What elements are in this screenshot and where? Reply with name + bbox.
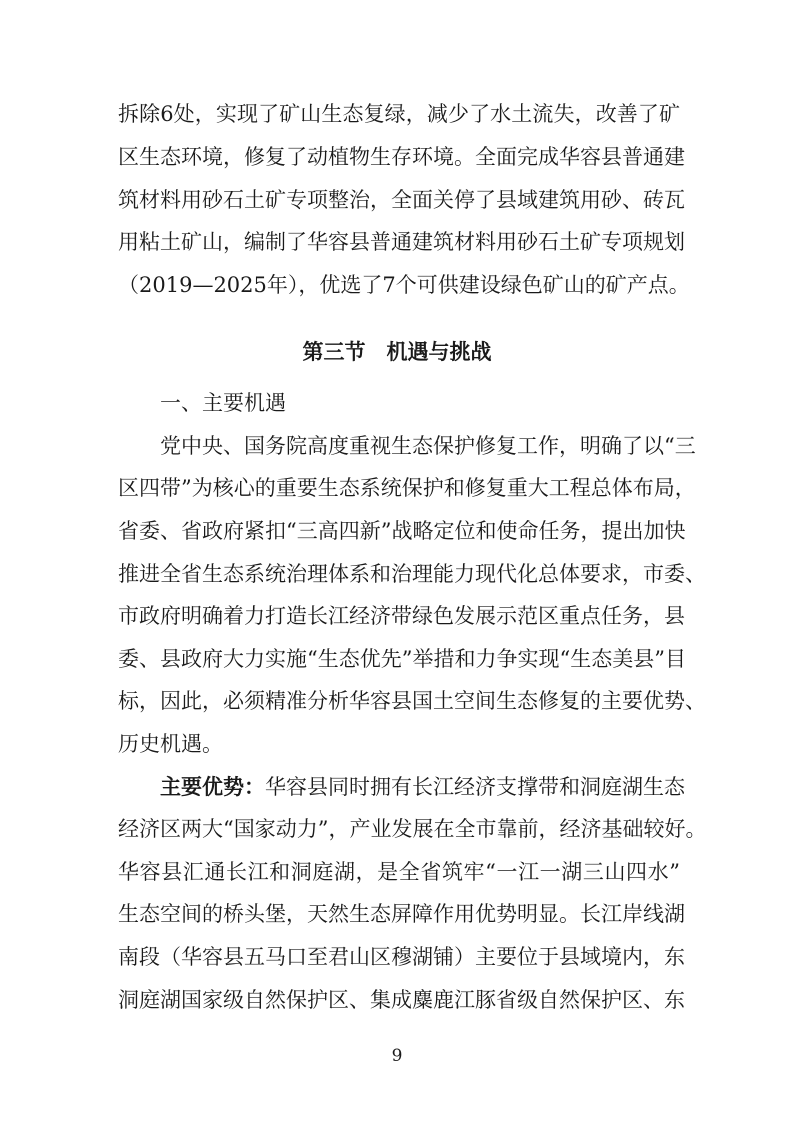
bold-label: 主要优势： xyxy=(160,775,265,799)
text-line: 经济区两大“国家动力”，产业发展在全市靠前，经济基础较好。 xyxy=(118,817,707,841)
section-heading: 第三节 机遇与挑战 xyxy=(302,340,492,364)
text-line: 拆除6处，实现了矿山生态复绿，减少了水土流失，改善了矿 xyxy=(118,102,680,126)
subheading: 一、主要机遇 xyxy=(160,391,286,415)
text-line: （2019—2025年），优选了7个可供建设绿色矿山的矿产点。 xyxy=(118,273,690,297)
text-line: 标，因此，必须精准分析华容县国土空间生态修复的主要优势、 xyxy=(118,689,706,713)
text-line: 用粘土矿山，编制了华容县普通建筑材料用砂石土矿专项规划 xyxy=(118,230,685,254)
text-line: 省委、省政府紧扣“三高四新”战略定位和使命任务，提出加快 xyxy=(118,519,686,543)
text-line xyxy=(160,773,685,801)
text-line: 华容县汇通长江和洞庭湖，是全省筑牢“一江一湖三山四水” xyxy=(118,860,680,884)
text-line: 筑材料用砂石土矿专项整治，全面关停了县域建筑用砂、砖瓦 xyxy=(118,188,685,212)
text-line: 区生态环境，修复了动植物生存环境。全面完成华容县普通建 xyxy=(118,145,685,169)
text-line: 党中央、国务院高度重视生态保护修复工作，明确了以“三 xyxy=(160,434,696,458)
text-line: 委、县政府大力实施“生态优先”举措和力争实现“生态美县”目 xyxy=(118,647,686,671)
text-span: 华容县同时拥有长江经济支撑带和洞庭湖生态 xyxy=(265,775,685,799)
page-number: 9 xyxy=(391,1046,403,1066)
text-line: 区四带”为核心的重要生态系统保护和修复重大工程总体布局， xyxy=(118,476,696,500)
text-line: 南段（华容县五马口至君山区穆湖铺）主要位于县域境内，东 xyxy=(118,945,685,969)
text-line: 生态空间的桥头堡，天然生态屏障作用优势明显。长江岸线湖 xyxy=(118,902,685,926)
text-line: 推进全省生态系统治理体系和治理能力现代化总体要求，市委、 xyxy=(118,562,706,586)
text-line: 洞庭湖国家级自然保护区、集成麋鹿江豚省级自然保护区、东 xyxy=(118,988,685,1012)
text-line: 历史机遇。 xyxy=(118,732,223,756)
text-line: 市政府明确着力打造长江经济带绿色发展示范区重点任务，县 xyxy=(118,604,685,628)
